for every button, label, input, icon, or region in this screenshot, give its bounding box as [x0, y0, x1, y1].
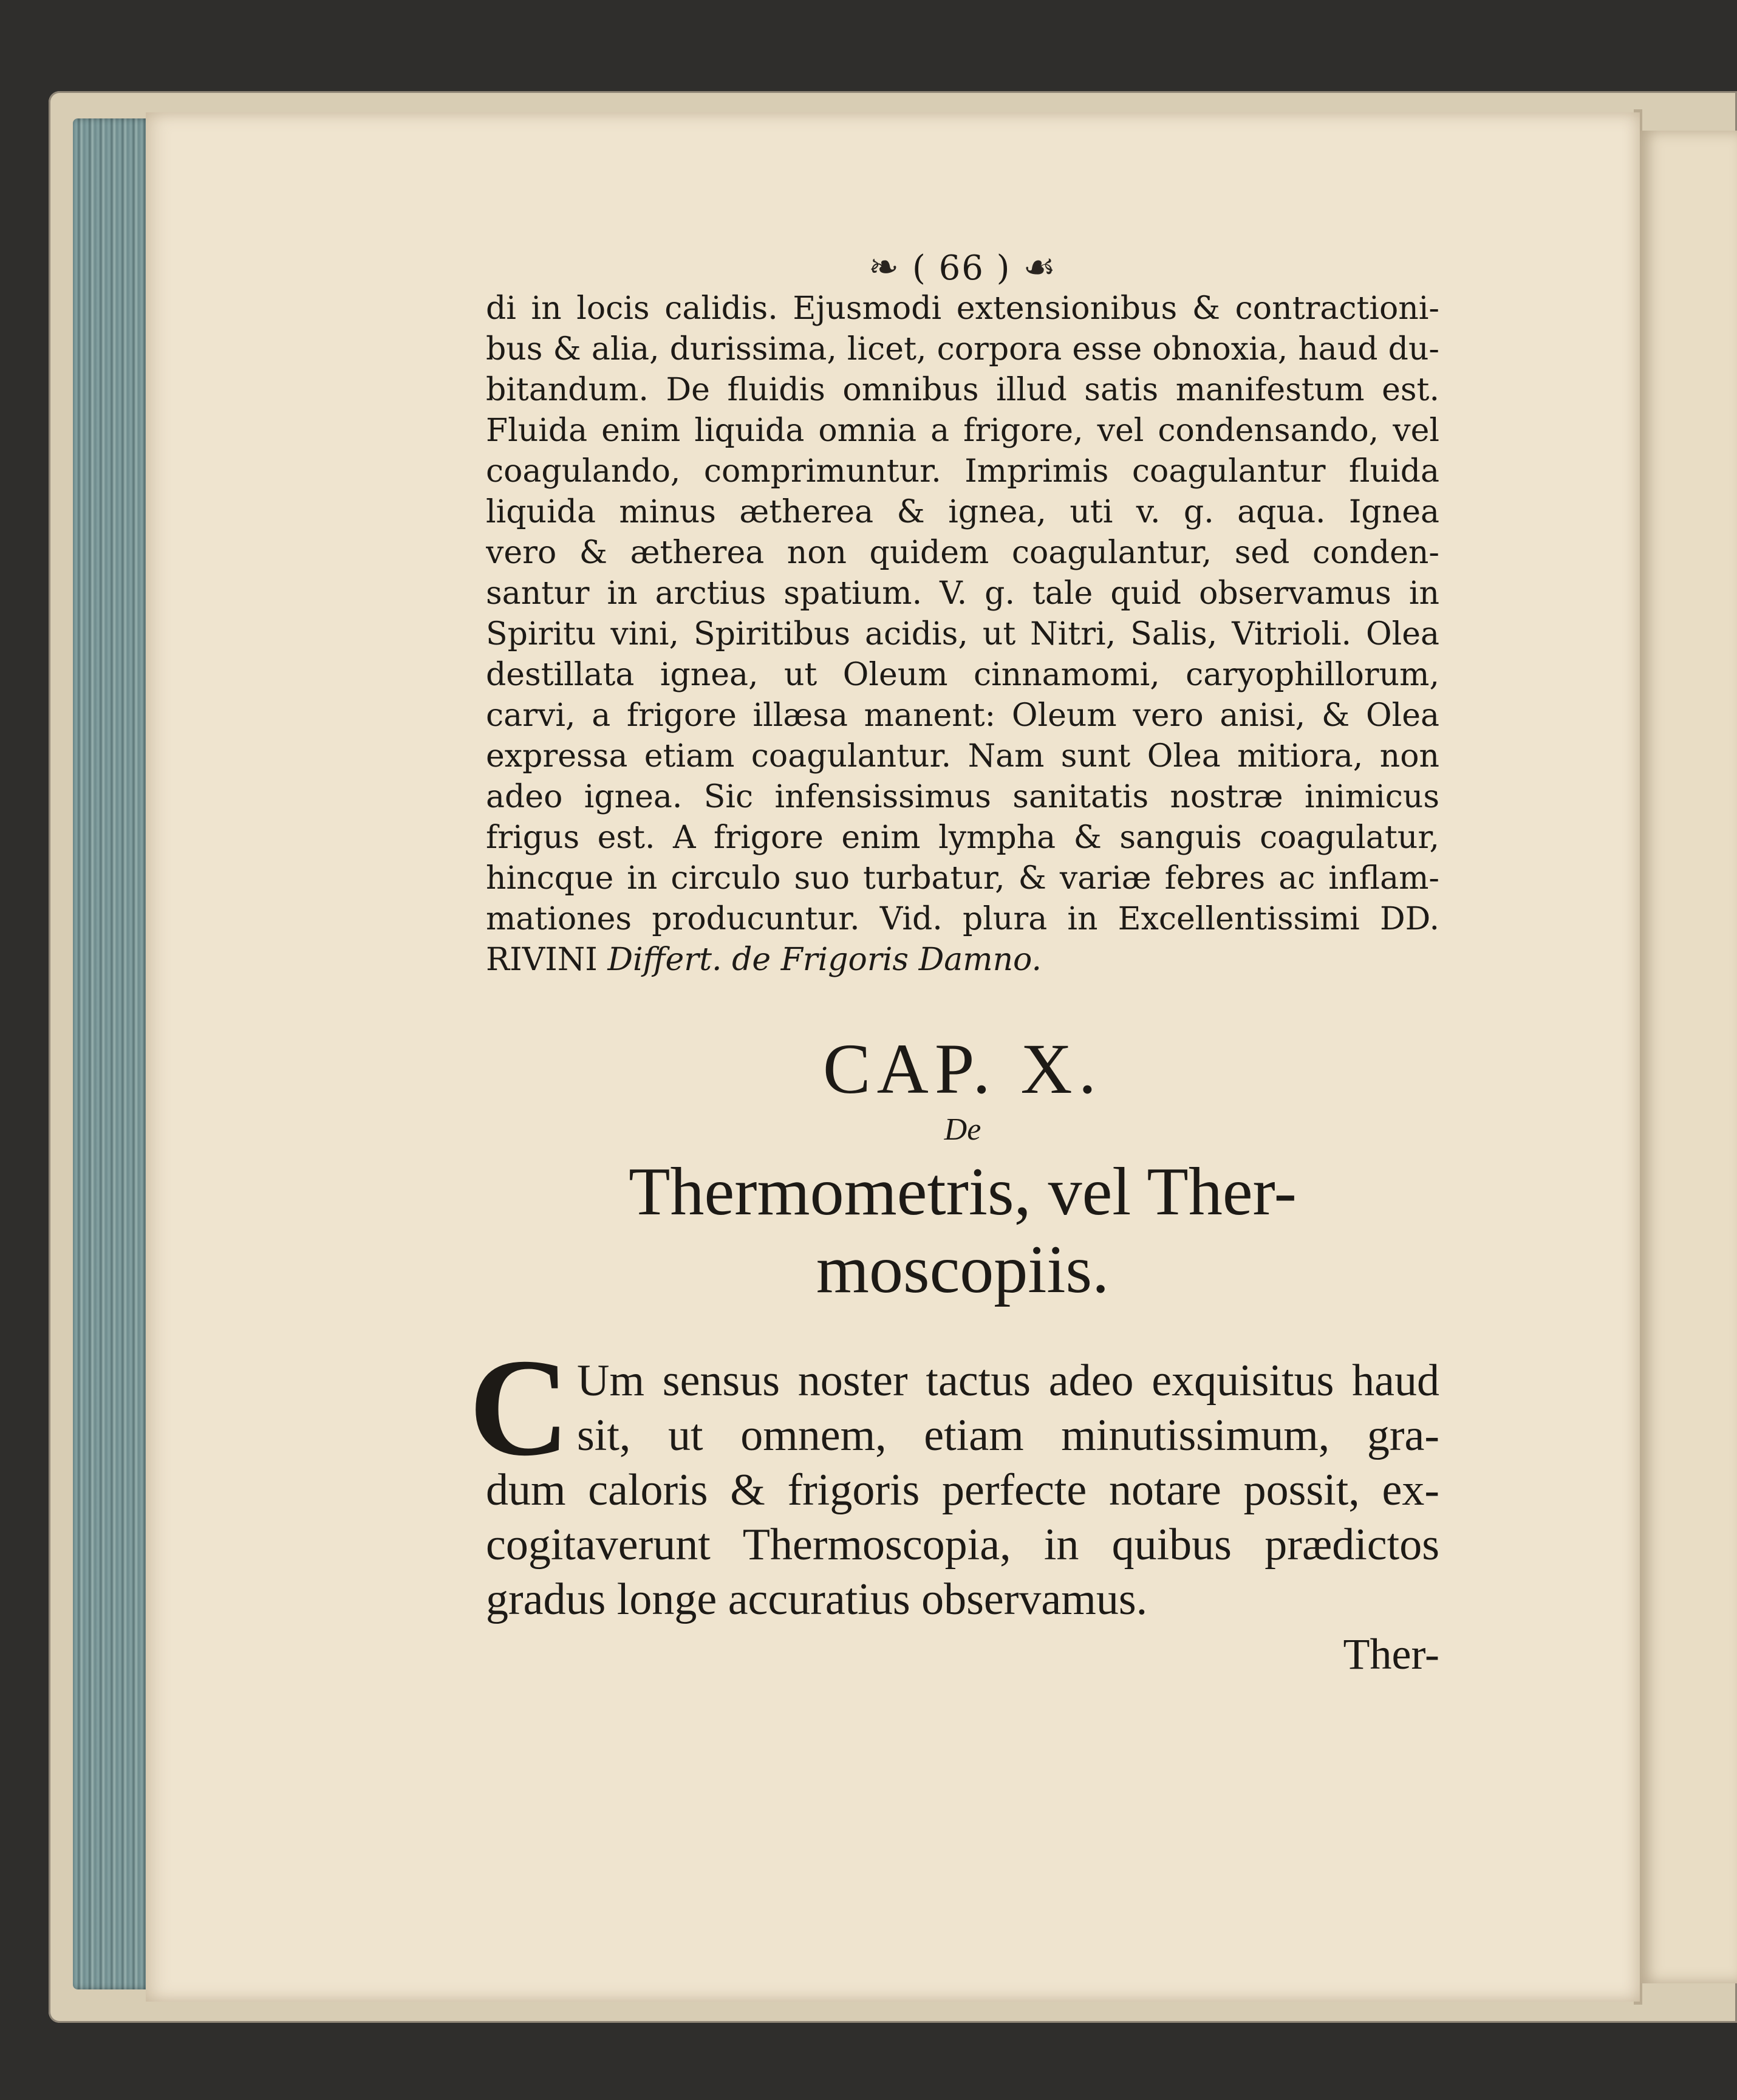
page-header	[486, 246, 1439, 289]
chapter-label: CAP. X.	[822, 1029, 1103, 1109]
page-edges	[73, 118, 152, 1989]
text-line: frigus est. A frigore enim lympha & sanguis coagulatur,	[486, 819, 1439, 856]
text-line: coagulando, comprimuntur. Imprimis coagulantur fluida	[486, 453, 1439, 490]
catchword: Ther-	[1343, 1630, 1439, 1678]
text-line: dum caloris & frigoris perfecte notare possit, ex-	[486, 1465, 1439, 1515]
chapter-de: De	[944, 1112, 981, 1147]
reference-line	[486, 940, 1439, 980]
ornament-left-icon: ❧	[868, 246, 901, 289]
text-line: di in locis calidis. Ejusmodi extensionibus & contractioni-	[486, 290, 1439, 327]
text-line: destillata ignea, ut Oleum cinnamomi, caryophillorum,	[486, 657, 1439, 693]
chapter-title	[486, 1153, 1439, 1308]
text-line: bitandum. De fluidis omnibus illud satis manifestum est.	[486, 372, 1439, 408]
page-number: ( 66 )	[912, 248, 1011, 288]
reference-title: Differt. de Frigoris Damno.	[607, 942, 1042, 978]
text-line: bus & alia, durissima, licet, corpora esse obnoxia, haud du-	[486, 331, 1439, 368]
chapter-title-line: moscopiis.	[816, 1232, 1110, 1307]
drop-cap: C	[469, 1330, 570, 1485]
text-line: gradus longe accuratius observamus.	[486, 1575, 1148, 1624]
text-line: Fluida enim liquida omnia a frigore, vel condensando, vel	[486, 412, 1439, 449]
text-line: expressa etiam coagulantur. Nam sunt Olea mitiora, non	[486, 738, 1439, 775]
text-line: hincque in circulo suo turbatur, & variæ febres ac inflam-	[486, 860, 1439, 897]
text-line: sit, ut omnem, etiam minutissimum, gra-	[577, 1411, 1439, 1460]
text-line: Spiritu vini, Spiritibus acidis, ut Nitri, Salis, Vitrioli. Olea	[486, 616, 1439, 652]
chapter-body	[469, 1330, 1439, 1627]
text-line: vero & ætherea non quidem coagulantur, sed conden-	[486, 535, 1439, 571]
page-text	[469, 246, 1439, 1681]
text-line: liquida minus ætherea & ignea, uti v. g. aqua. Ignea	[486, 494, 1439, 530]
author-name: RIVINI	[486, 942, 598, 978]
facing-page	[1640, 131, 1737, 1983]
ornament-right-icon: ☙	[1023, 246, 1057, 289]
text-line: mationes producuntur. Vid. plura in Excellentissimi DD.	[486, 901, 1439, 937]
text-line: adeo ignea. Sic infensissimus sanitatis nostræ inimicus	[486, 779, 1439, 815]
text-line: carvi, a frigore illæsa manent: Oleum vero anisi, & Olea	[486, 697, 1439, 734]
text-line: santur in arctius spatium. V. g. tale quid observamus in	[486, 575, 1439, 612]
text-line: cogitaverunt Thermoscopia, in quibus prædictos	[486, 1520, 1439, 1570]
text-line: Um sensus noster tactus adeo exquisitus haud	[577, 1356, 1439, 1406]
chapter-title-line: Thermometris, vel Ther-	[629, 1154, 1297, 1230]
opening-paragraph	[486, 289, 1439, 980]
